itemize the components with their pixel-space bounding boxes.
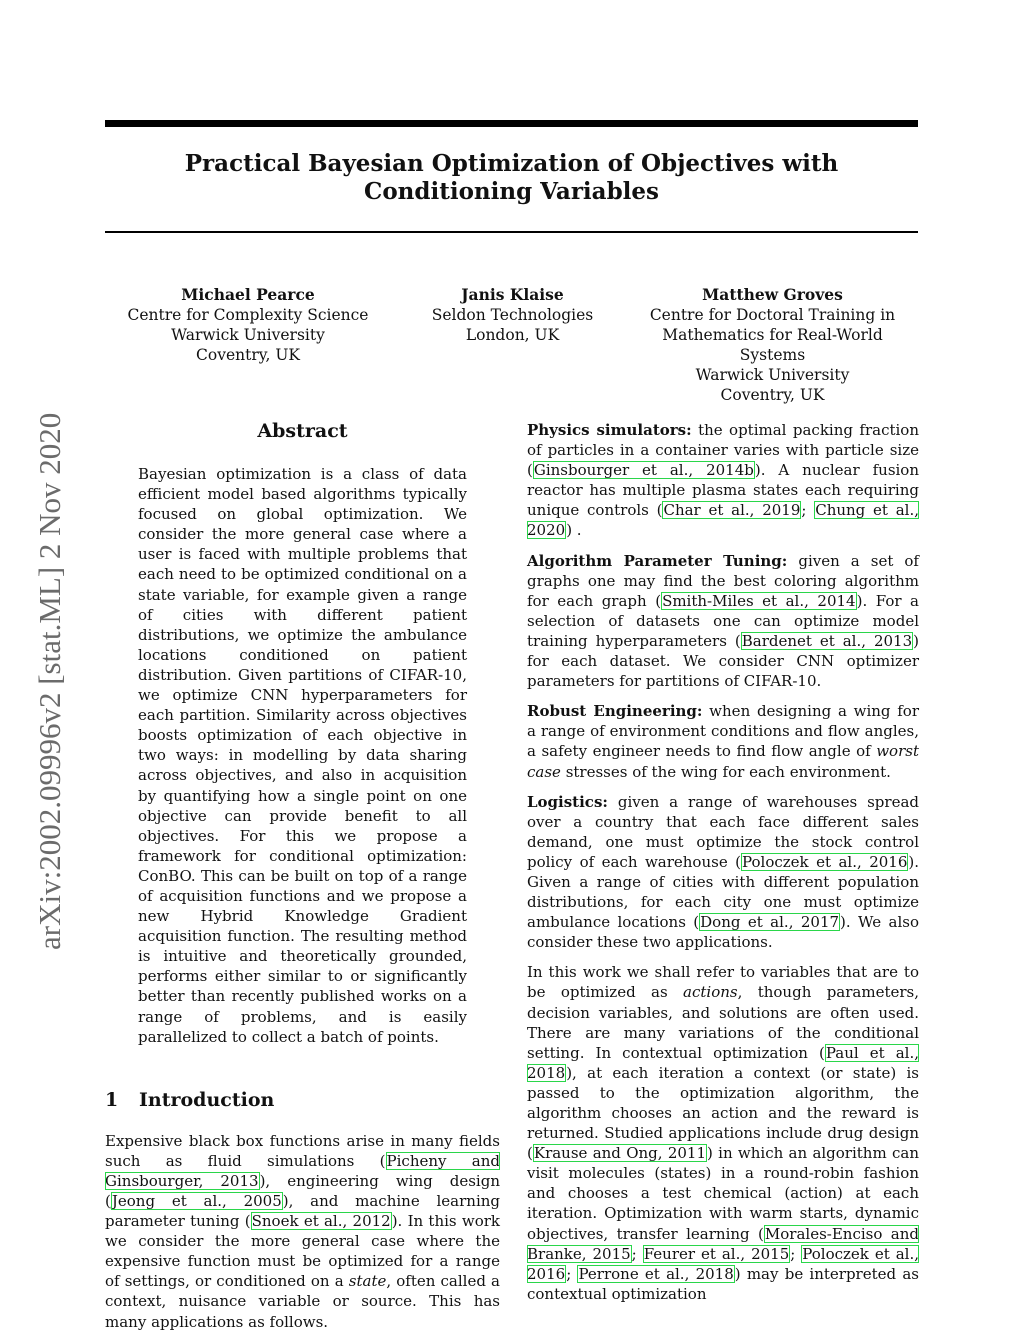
author-affiliation: London, UK [465, 326, 560, 344]
paper-title: Practical Bayesian Optimization of Objectives with Conditioning Variables [184, 150, 839, 205]
citation-link[interactable]: Smith-Miles et al., 2014 [662, 591, 856, 610]
intro-paragraph [105, 1131, 500, 1332]
application-robust-engineering [527, 701, 919, 781]
author-affiliation: Coventry, UK [196, 346, 300, 364]
author-affiliation: Coventry, UK [720, 386, 825, 404]
text-run: ; [790, 1244, 802, 1263]
text-run: ; [566, 1264, 578, 1283]
text-run: ), at each iteration a context (or state) is passed to the optimization algorithm, the algorithm chooses an action and the reward is returned. Studied applications include drug design ( [527, 1063, 919, 1163]
title-rule [105, 231, 918, 233]
emphasis: state [348, 1272, 387, 1291]
paragraph-label: Physics simulators: [527, 421, 692, 439]
top-rule [105, 120, 918, 127]
author-name: Matthew Groves [702, 285, 843, 304]
text-run: given a range of warehouses spread over a country that each face different sales demand, one must optimize the stock control policy of each warehouse ( [527, 792, 919, 871]
citation-link[interactable]: Bardenet et al., 2013 [741, 631, 913, 650]
citation-link[interactable]: Picheny and Ginsbourger, 2013 [105, 1151, 501, 1190]
application-physics [527, 420, 919, 541]
author-block [105, 285, 918, 404]
author-affiliation: Seldon Technologies [431, 306, 594, 324]
author-affiliation: Warwick University [171, 326, 325, 344]
text-run: ). We also consider these two applications. [527, 913, 919, 952]
text-run: given a set of graphs one may find the best coloring algorithm for each graph ( [527, 551, 919, 610]
citation-link[interactable]: Poloczek et al., 2016 [527, 1244, 919, 1283]
abstract-text: Bayesian optimization is a class of data efficient model based algorithms typically focused on global optimization. We consider the more general case where a user is faced with multiple problems that each need to be optimized conditional on a state variable, for example given a range of cities with different patient distributions, we optimize the ambulance locations conditioned on patient distribution. Given partitions of CIFAR-10, we optimize CNN hyperparameters for each partition. Similarity across objectives boosts optimization of each objective in two ways: in modelling by data sharing across objectives, and also in acquisition by quantifying how a single point on one objective can provide benefit to all objectives. For this we propose a framework for conditional optimization: ConBO. This can be built on top of a range of acquisition functions and we propose a new Hybrid Knowledge Gradient acquisition function. The resulting method is intuitive and theoretically grounded, performs either similar to or significantly better than recently published works on a range of problems, and is easily parallelized to collect a batch of points. [138, 465, 467, 1046]
citation-link[interactable]: Char et al., 2019 [663, 501, 801, 520]
text-run: ), and machine learning parameter tuning ( [105, 1192, 500, 1231]
abstract-heading: Abstract [257, 420, 348, 442]
author-affiliation: Centre for Doctoral Training in [649, 306, 896, 324]
author-affiliation: Mathematics for Real-World Systems [662, 326, 883, 364]
text-run: Expensive black box functions arise in many fields such as fluid simulations ( [105, 1131, 500, 1170]
text-run: ). Given a range of cities with different population distributions, for each city one must optimize ambulance locations ( [527, 852, 919, 932]
author-affiliation: Centre for Complexity Science [127, 306, 369, 324]
application-logistics [527, 792, 919, 953]
text-run: ). For a selection of datasets one can optimize model training hyperparameters ( [527, 591, 920, 650]
section-title: Introduction [139, 1088, 275, 1111]
text-run: ). In this work we consider the more general case where the expensive function must be optimized for a range of settings, or conditioned on a [105, 1212, 501, 1291]
citation-link[interactable]: Perrone et al., 2018 [578, 1264, 734, 1283]
author-2 [390, 285, 635, 345]
author-affiliation: Warwick University [695, 366, 850, 384]
citation-link[interactable]: Krause and Ong, 2011 [533, 1144, 706, 1163]
text-run: ) . [566, 521, 582, 540]
closing-paragraph [527, 962, 919, 1304]
citation-link[interactable]: Poloczek et al., 2016 [742, 852, 908, 871]
text-run: when designing a wing for a range of environment conditions and flow angles, a safety engineer needs to find flow angle of [527, 702, 919, 761]
text-run: the optimal packing fraction of particles in a container varies with particle size ( [527, 421, 919, 480]
author-3 [630, 285, 915, 405]
author-name: Michael Pearce [181, 285, 315, 304]
citation-link[interactable]: Jeong et al., 2005 [111, 1192, 282, 1210]
text-run: , often called a context, nuisance variable or source. This has many applications as follows. [105, 1272, 500, 1331]
citation-link[interactable]: Morales-Enciso and Branke, 2015 [527, 1224, 919, 1263]
emphasis: worst case [527, 742, 919, 781]
right-column [527, 420, 919, 1314]
text-run: ) for each dataset. We consider CNN optimizer parameters for partitions of CIFAR-10. [527, 631, 919, 691]
citation-link[interactable]: Paul et al., 2018 [527, 1043, 919, 1082]
citation-link[interactable]: Chung et al., 2020 [527, 501, 919, 540]
text-run: ) may be interpreted as contextual optimization [527, 1264, 919, 1303]
arxiv-identifier: arXiv:2002.09996v2 [stat.ML] 2 Nov 2020 [32, 412, 67, 950]
text-run: ; [801, 501, 815, 520]
text-run: stresses of the wing for each environment. [560, 762, 891, 781]
text-run: ), engineering wing design ( [105, 1171, 500, 1210]
author-1 [123, 285, 373, 365]
text-run: ) in which an algorithm can visit molecules (states) in a round-robin fashion and chooses a test chemical (action) at each iteration. Optimization with warm starts, dynamic objectives, transfer learning ( [527, 1144, 919, 1243]
citation-link[interactable]: Feurer et al., 2015 [643, 1244, 790, 1263]
application-algorithm-tuning [527, 551, 919, 692]
text-run: ; [631, 1244, 643, 1263]
paragraph-label: Algorithm Parameter Tuning: [527, 551, 788, 570]
left-column [105, 420, 500, 1332]
text-run: , though parameters, decision variables, and solutions are often used. There are many variations of the conditional setting. In contextual optimization ( [527, 983, 919, 1062]
section-number: 1 [105, 1088, 119, 1111]
emphasis: actions [683, 983, 738, 1002]
author-name: Janis Klaise [461, 285, 564, 304]
citation-link[interactable]: Ginsbourger et al., 2014b [533, 461, 754, 480]
paragraph-label: Robust Engineering: [527, 702, 703, 721]
section-heading [105, 1089, 500, 1111]
citation-link[interactable]: Dong et al., 2017 [700, 913, 840, 932]
citation-link[interactable]: Snoek et al., 2012 [251, 1212, 391, 1231]
text-run: ). A nuclear fusion reactor has multiple plasma states each requiring unique controls ( [527, 461, 920, 520]
paragraph-label: Logistics: [527, 792, 608, 811]
text-run: In this work we shall refer to variables that are to be optimized as [527, 963, 919, 1002]
